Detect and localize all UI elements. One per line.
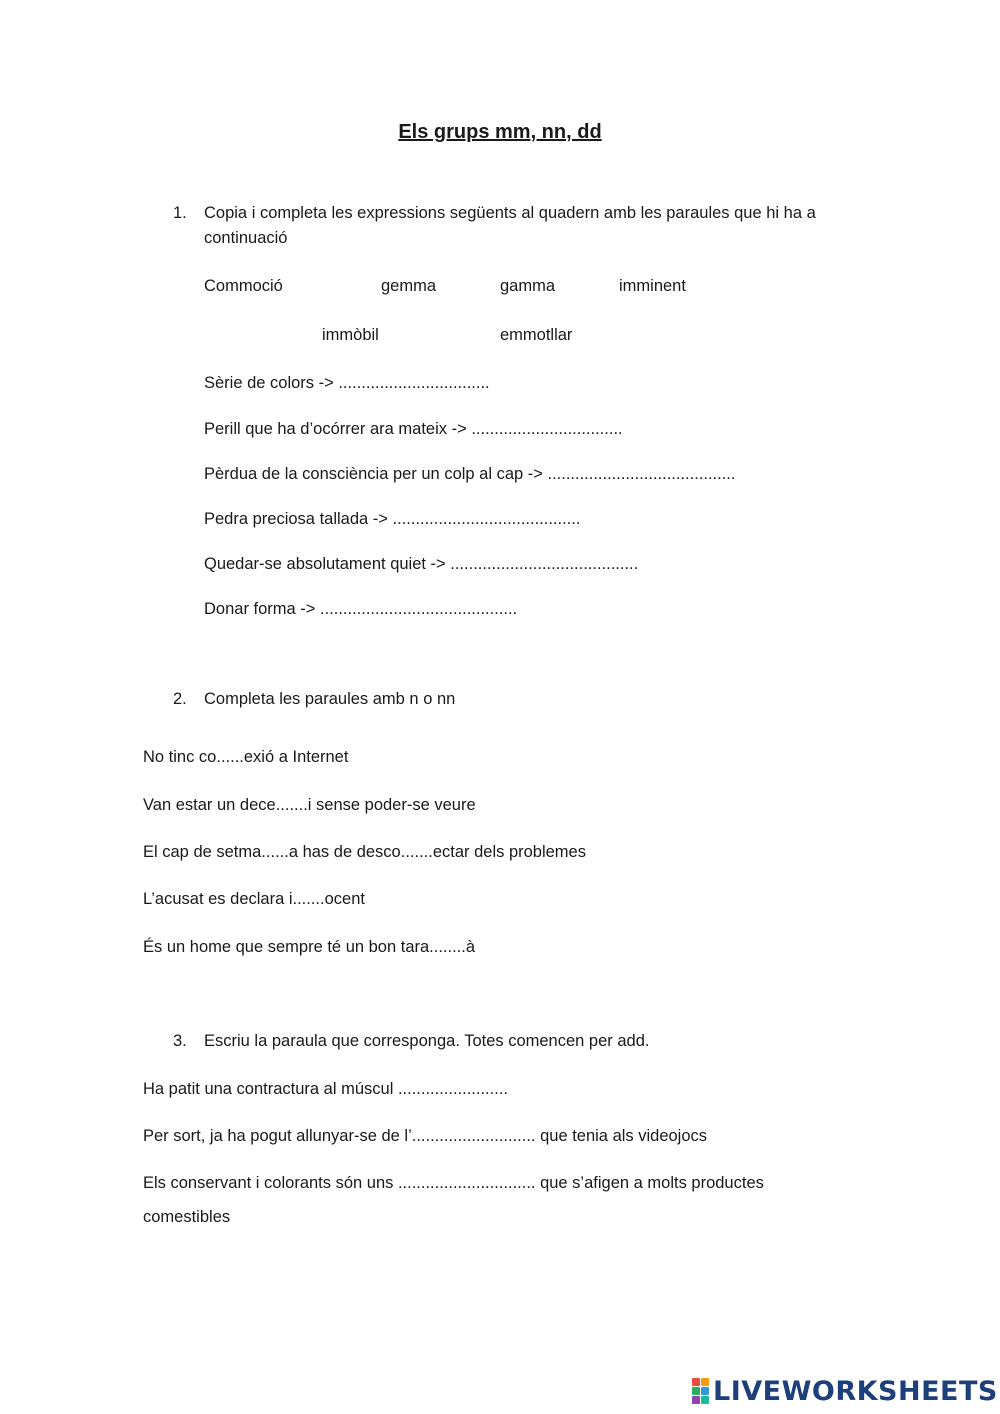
liveworksheets-logo <box>692 1374 998 1408</box>
exercise-1-number: 1. <box>173 204 187 222</box>
exercise-2-item[interactable]: És un home que sempre té un bon tara........à <box>143 938 476 956</box>
exercise-3-item[interactable]: Els conservant i colorants són uns .............................. que s’afigen a molts productes <box>143 1174 764 1192</box>
exercise-3-item-cont: comestibles <box>143 1208 231 1226</box>
word-option: Commoció <box>204 277 283 295</box>
exercise-3-item[interactable]: Ha patit una contractura al múscul ........................ <box>143 1080 508 1098</box>
exercise-1-item[interactable]: Perill que ha d’ocórrer ara mateix -> ................................. <box>204 420 623 438</box>
logo-text: LIVEWORKSHEETS <box>713 1375 998 1407</box>
exercise-1-instruction-cont: continuació <box>204 229 288 247</box>
word-option: gemma <box>381 277 437 295</box>
exercise-2-instruction: Completa les paraules amb n o nn <box>204 690 456 708</box>
page-title: Els grups mm, nn, dd <box>398 121 602 143</box>
exercise-3-number: 3. <box>173 1032 187 1050</box>
exercise-3-instruction: Escriu la paraula que corresponga. Totes comencen per add. <box>204 1032 650 1050</box>
exercise-1-item[interactable]: Donar forma -> ........................................... <box>204 600 518 618</box>
word-option: gamma <box>500 277 556 295</box>
exercise-3-item[interactable]: Per sort, ja ha pogut allunyar-se de l’........................... que tenia als videojocs <box>143 1127 708 1145</box>
exercise-1-item[interactable]: Pedra preciosa tallada -> ......................................... <box>204 510 581 528</box>
word-option: imminent <box>619 277 686 295</box>
exercise-2-number: 2. <box>173 690 187 708</box>
exercise-1-instruction: Copia i completa les expressions següents al quadern amb les paraules que hi ha a <box>204 204 816 222</box>
exercise-2-item[interactable]: Van estar un dece.......i sense poder-se veure <box>143 796 476 814</box>
word-option: emmotllar <box>500 326 573 344</box>
word-option: immòbil <box>322 326 379 344</box>
exercise-1-item[interactable]: Sèrie de colors -> ................................. <box>204 374 490 392</box>
logo-grid-icon <box>692 1378 709 1404</box>
exercise-2-item[interactable]: El cap de setma......a has de desco.......ectar dels problemes <box>143 843 586 861</box>
exercise-2-item[interactable]: No tinc co......exió a Internet <box>143 748 349 766</box>
exercise-2-item[interactable]: L’acusat es declara i.......ocent <box>143 890 365 908</box>
exercise-1-item[interactable]: Quedar-se absolutament quiet -> ......................................... <box>204 555 639 573</box>
exercise-1-item[interactable]: Pèrdua de la consciència per un colp al cap -> ......................................... <box>204 465 736 483</box>
